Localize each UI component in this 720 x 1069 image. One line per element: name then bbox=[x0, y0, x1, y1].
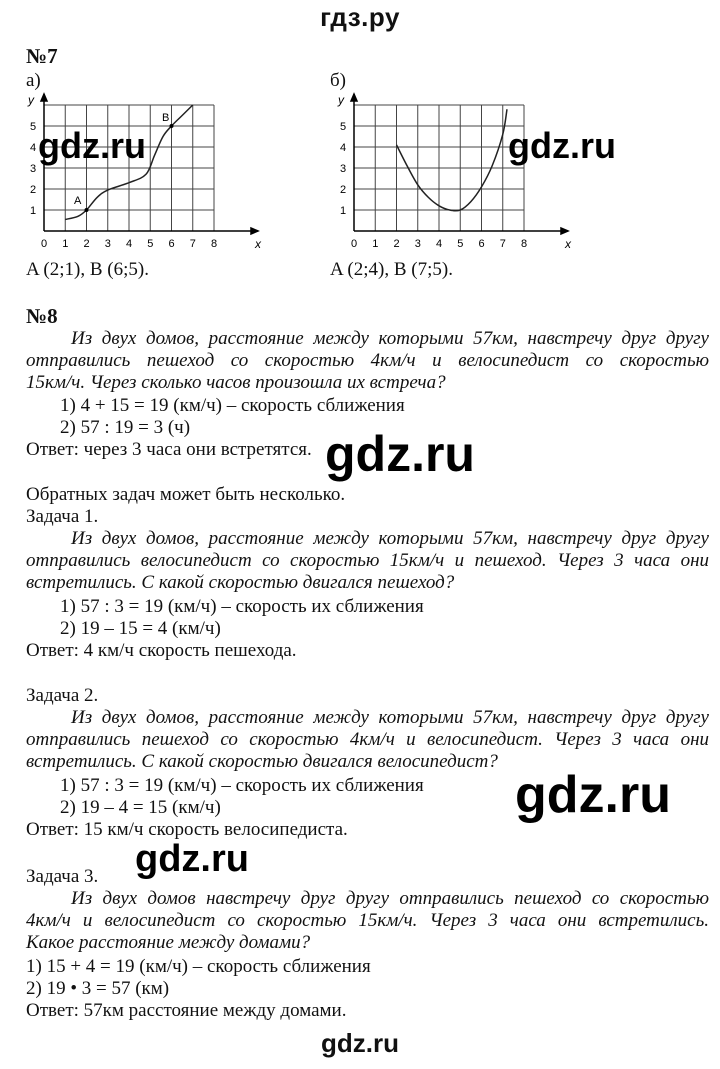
sub3-text-line: Из двух домов навстречу друг другу отправились пешеход со скоростью bbox=[71, 888, 709, 909]
x-tick-label: 1 bbox=[62, 238, 69, 250]
graph-a-axis-y: y bbox=[28, 93, 34, 107]
watermark: gdz.ru bbox=[515, 766, 671, 824]
sub3-step: 1) 15 + 4 = 19 (км/ч) – скорость сближения bbox=[26, 956, 371, 977]
x-tick-label: 5 bbox=[147, 238, 154, 250]
graph-a-label: а) bbox=[26, 70, 41, 91]
x-tick-label: 3 bbox=[104, 238, 111, 250]
site-header[interactable]: гдз.ру bbox=[320, 2, 400, 32]
y-tick-label: 5 bbox=[340, 121, 347, 133]
watermark: gdz.ru bbox=[135, 838, 249, 880]
sub2-title: Задача 2. bbox=[26, 685, 99, 706]
x-tick-label: 0 bbox=[41, 238, 48, 250]
graph-b-label: б) bbox=[330, 70, 346, 91]
task8-step: 2) 57 : 19 = 3 (ч) bbox=[60, 417, 191, 438]
x-tick-label: 8 bbox=[211, 238, 218, 250]
sub3-text-line: Какое расстояние между домами? bbox=[26, 932, 311, 953]
x-tick-label: 4 bbox=[436, 238, 443, 250]
graph-a-label-b: B bbox=[162, 112, 170, 124]
graph-b-curve bbox=[397, 109, 508, 211]
x-tick-label: 3 bbox=[414, 238, 421, 250]
x-tick-label: 7 bbox=[189, 238, 196, 250]
x-tick-label: 8 bbox=[521, 238, 528, 250]
sub2-text-line: отправились пешеход со скоростью 4км/ч и велосипедист. Через 3 часа они bbox=[26, 729, 709, 750]
graph-b-axis-x: x bbox=[565, 237, 571, 251]
graph-a-label-a: A bbox=[74, 195, 82, 207]
x-tick-label: 6 bbox=[168, 238, 175, 250]
sub2-step: 2) 19 – 4 = 15 (км/ч) bbox=[60, 797, 221, 818]
sub2-answer: Ответ: 15 км/ч скорость велосипедиста. bbox=[26, 819, 348, 840]
task8-problem-line: отправились пешеход со скоростью 4км/ч и велосипедист со скоростью bbox=[26, 350, 709, 371]
graph-b-coords: A (2;4), B (7;5). bbox=[330, 259, 453, 280]
watermark: gdz.ru bbox=[325, 426, 475, 482]
sub1-text-line: встретились. С какой скоростью двигался пешеход? bbox=[26, 572, 455, 593]
graph-a-point-a bbox=[85, 208, 89, 212]
sub2-text-line: встретились. С какой скоростью двигался велосипедист? bbox=[26, 751, 498, 772]
graph-b-grid bbox=[354, 105, 524, 231]
y-tick-label: 2 bbox=[340, 184, 347, 196]
graph-a bbox=[20, 90, 270, 255]
x-tick-label: 0 bbox=[351, 238, 358, 250]
sub2-step: 1) 57 : 3 = 19 (км/ч) – скорость их сближения bbox=[60, 775, 424, 796]
task8-number: №8 bbox=[26, 304, 58, 328]
sub1-title: Задача 1. bbox=[26, 506, 99, 527]
graph-a-point-b bbox=[170, 124, 174, 128]
x-tick-label: 5 bbox=[457, 238, 464, 250]
sub3-text bbox=[26, 888, 709, 954]
y-tick-label: 4 bbox=[340, 142, 347, 154]
x-tick-label: 6 bbox=[478, 238, 485, 250]
y-tick-label: 3 bbox=[340, 163, 347, 175]
task8-problem bbox=[26, 328, 709, 394]
sub1-text-line: отправились велосипедист со скоростью 15км/ч и пешеход. Через 3 часа они bbox=[26, 550, 709, 571]
graph-b bbox=[330, 90, 580, 255]
y-tick-label: 5 bbox=[30, 121, 37, 133]
graph-a-grid bbox=[44, 105, 214, 231]
y-tick-label: 4 bbox=[30, 142, 37, 154]
x-tick-label: 2 bbox=[83, 238, 90, 250]
y-tick-label: 1 bbox=[30, 205, 37, 217]
sub3-answer: Ответ: 57км расстояние между домами. bbox=[26, 1000, 347, 1021]
watermark: gdz.ru bbox=[508, 125, 616, 166]
y-tick-label: 3 bbox=[30, 163, 37, 175]
sub2-text bbox=[26, 707, 709, 773]
y-tick-label: 1 bbox=[340, 205, 347, 217]
sub3-step: 2) 19 • 3 = 57 (км) bbox=[26, 978, 170, 999]
y-tick-label: 2 bbox=[30, 184, 37, 196]
x-tick-label: 1 bbox=[372, 238, 379, 250]
task8-answer: Ответ: через 3 часа они встретятся. bbox=[26, 439, 312, 460]
x-tick-label: 7 bbox=[499, 238, 506, 250]
watermark: gdz.ru bbox=[38, 125, 146, 166]
sub1-step: 1) 57 : 3 = 19 (км/ч) – скорость их сближения bbox=[60, 596, 424, 617]
sub1-step: 2) 19 – 15 = 4 (км/ч) bbox=[60, 618, 221, 639]
graph-a-axis-x: x bbox=[255, 237, 261, 251]
task7-number: №7 bbox=[26, 44, 58, 68]
task8-step: 1) 4 + 15 = 19 (км/ч) – скорость сближения bbox=[60, 395, 405, 416]
sub3-text-line: 4км/ч и велосипедист со скоростью 15км/ч. Через 3 часа они встретились. bbox=[26, 910, 709, 931]
site-footer[interactable]: gdz.ru bbox=[321, 1028, 399, 1058]
graph-a-coords: A (2;1), B (6;5). bbox=[26, 259, 149, 280]
inverse-intro: Обратных задач может быть несколько. bbox=[26, 484, 346, 505]
sub1-answer: Ответ: 4 км/ч скорость пешехода. bbox=[26, 640, 297, 661]
sub3-title: Задача 3. bbox=[26, 866, 99, 887]
sub1-text-line: Из двух домов, расстояние между которыми 57км, навстречу друг другу bbox=[71, 528, 709, 549]
sub2-text-line: Из двух домов, расстояние между которыми 57км, навстречу друг другу bbox=[71, 707, 709, 728]
task8-problem-line: Из двух домов, расстояние между которыми 57км, навстречу друг другу bbox=[71, 328, 709, 349]
task8-problem-line: 15км/ч. Через сколько часов произошла их встреча? bbox=[26, 372, 446, 393]
x-tick-label: 4 bbox=[126, 238, 133, 250]
graph-b-axis-y: y bbox=[338, 93, 344, 107]
x-tick-label: 2 bbox=[393, 238, 400, 250]
sub1-text bbox=[26, 528, 709, 594]
